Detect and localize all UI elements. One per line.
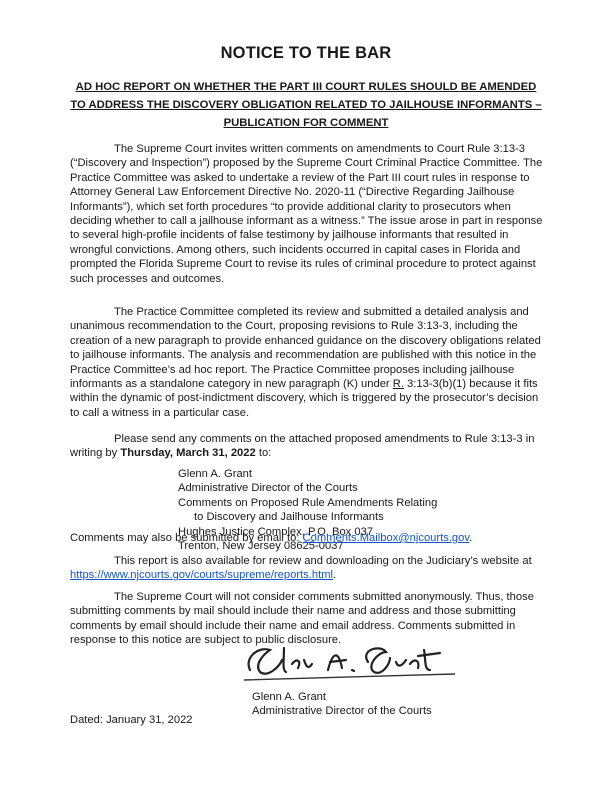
committee-text-start: The Practice Committee completed its review and submitted a detailed analysis and unanimous recommendation to the Court, proposing revisions to Rule 3:13-3, including the creation of a new paragraph to provide enhanced guidance on the discovery obligations related to jailhouse informants. The analysis and recommendation are published with this notice in the Practice Committee’s ad hoc report. The Practice Committee proposes including jailhouse informants as a standalone category in new paragraph (K) under [70,306,541,391]
address-city: Trenton, New Jersey 08625-0037 [178,540,344,553]
subtitle-line-1: AD HOC REPORT ON WHETHER THE PART III COURT RULES SHOULD BE AMENDED [75,81,537,93]
anonymity-paragraph: The Supreme Court will not consider comments submitted anonymously. Thus, those submitting comments by mail should include their name and address and those submitting comments by email should include their name and email address. Comments submitted in response to this notice are subject to public disclosure. [70,591,534,647]
address-subject-2: to Discovery and Jailhouse Informants [194,511,384,524]
deadline-date: Thursday, March 31, 2022 [120,447,256,460]
subtitle-line-2: TO ADDRESS THE DISCOVERY OBLIGATION RELATED TO JAILHOUSE INFORMANTS – [70,99,542,111]
website-link[interactable]: https://www.njcourts.gov/courts/supreme/reports.html [70,569,334,582]
email-text-end: . [469,532,473,544]
committee-text-end: 3:13-3(b)(1) because it fits within the dynamic of post-indictment discovery, which is triggered by the prosecutor’s decision to call a witness in a particular case. [70,378,539,419]
website-paragraph [70,554,548,583]
submission-text-start: Please send any comments on the attached proposed amendments to Rule 3:13-3 in writing by [70,433,535,460]
date-line: Dated: January 31, 2022 [70,714,193,726]
report-subtitle [70,78,542,132]
email-text: Comments may also be submitted by email to: [70,532,303,544]
committee-paragraph [70,305,548,420]
address-street: Hughes Justice Complex, P.O. Box 037 [178,525,374,538]
signer-title: Administrative Director of the Courts [252,705,432,718]
subtitle-line-3: PUBLICATION FOR COMMENT [223,117,389,129]
address-position: Administrative Director of the Courts [178,482,358,495]
address-subject-1: Comments on Proposed Rule Amendments Relating [178,496,438,509]
address-name: Glenn A. Grant [178,468,253,480]
intro-paragraph: The Supreme Court invites written comments on amendments to Court Rule 3:13-3 (“Discovery and Inspection”) proposed by the Supreme Court Criminal Practice Committee. The Practice Committee was asked to undertake a review of the Part III court rules in response to Attorney General Law Enforcement Directive No. 2020-11 (“Directive Regarding Jailhouse Informants”), which set forth procedures “to provide additional clarity to prosecutors when deciding whether to call a jailhouse informant as a witness.” The issue arose in part in response to several high-profile incidents of false testimony by jailhouse informants that resulted in wrongful convictions. Among others, such incidents occurred in capital cases in Florida and prompted the Florida Supreme Court to revise its rules of criminal procedure to protect against such processes and outcomes. [70,143,543,285]
page-title: NOTICE TO THE BAR [220,44,392,62]
handwritten-signature [240,640,460,688]
rule-reference: R. [392,378,404,391]
signer-name: Glenn A. Grant [252,691,327,703]
email-line [70,532,472,544]
website-text: This report is also available for review and downloading on the Judiciary’s website at [114,555,532,567]
website-text-end: . [333,569,337,582]
submission-paragraph [70,432,548,461]
email-link[interactable]: Comments.Mailbox@njcourts.gov [302,532,470,544]
signature-block [252,690,432,719]
submission-text-end: to: [255,447,272,460]
